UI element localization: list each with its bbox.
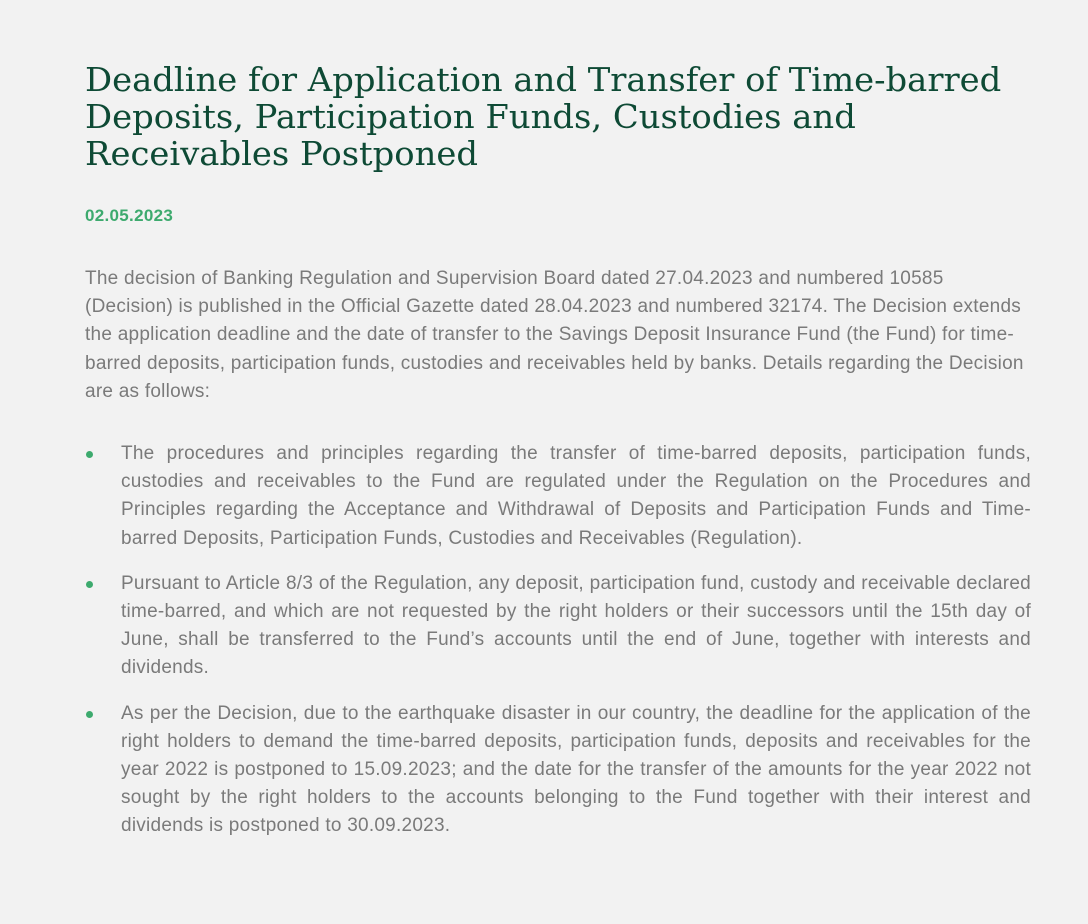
- article-title: Deadline for Application and Transfer of Time-barred Deposits, Participation Funds, Custodies and Receivables Postponed: [85, 61, 1002, 173]
- details-list: [85, 440, 1031, 858]
- bullet-icon: [86, 451, 93, 458]
- bullet-icon: [86, 581, 93, 588]
- bullet-icon: [86, 711, 93, 718]
- list-item-text: As per the Decision, due to the earthquake disaster in our country, the deadline for the application of the right holders to demand the time-barred deposits, participation funds, deposits and receivables for the year 2022 is postponed to 15.09.2023; and the date for the transfer of the amounts for the year 2022 not sought by the right holders to the accounts belonging to the Fund together with their interest and dividends is postponed to 30.09.2023.: [121, 702, 1031, 837]
- article: [85, 61, 1031, 837]
- list-item: [85, 700, 1031, 841]
- list-item: [85, 440, 1031, 553]
- list-item-text: Pursuant to Article 8/3 of the Regulation, any deposit, participation fund, custody and receivable declared time-barred, and which are not requested by the right holders or their successors until the 15th day of June, shall be transferred to the Fund’s accounts until the end of June, together with interests and dividends.: [121, 572, 1031, 679]
- publish-date: 02.05.2023: [85, 206, 174, 225]
- intro-paragraph: The decision of Banking Regulation and Supervision Board dated 27.04.2023 and numbered 10585 (Decision) is published in the Official Gazette dated 28.04.2023 and numbered 32174. The Decision extends the application deadline and the date of transfer to the Savings Deposit Insurance Fund (the Fund) for time-barred deposits, participation funds, custodies and receivables held by banks. Details regarding the Decision are as follows:: [85, 268, 1024, 402]
- list-item-text: The procedures and principles regarding the transfer of time-barred deposits, participation funds, custodies and receivables to the Fund are regulated under the Regulation on the Procedures and Principles regarding the Acceptance and Withdrawal of Deposits and Participation Funds and Time-barred Deposits, Participation Funds, Custodies and Receivables (Regulation).: [121, 443, 1031, 549]
- list-item: [85, 570, 1031, 683]
